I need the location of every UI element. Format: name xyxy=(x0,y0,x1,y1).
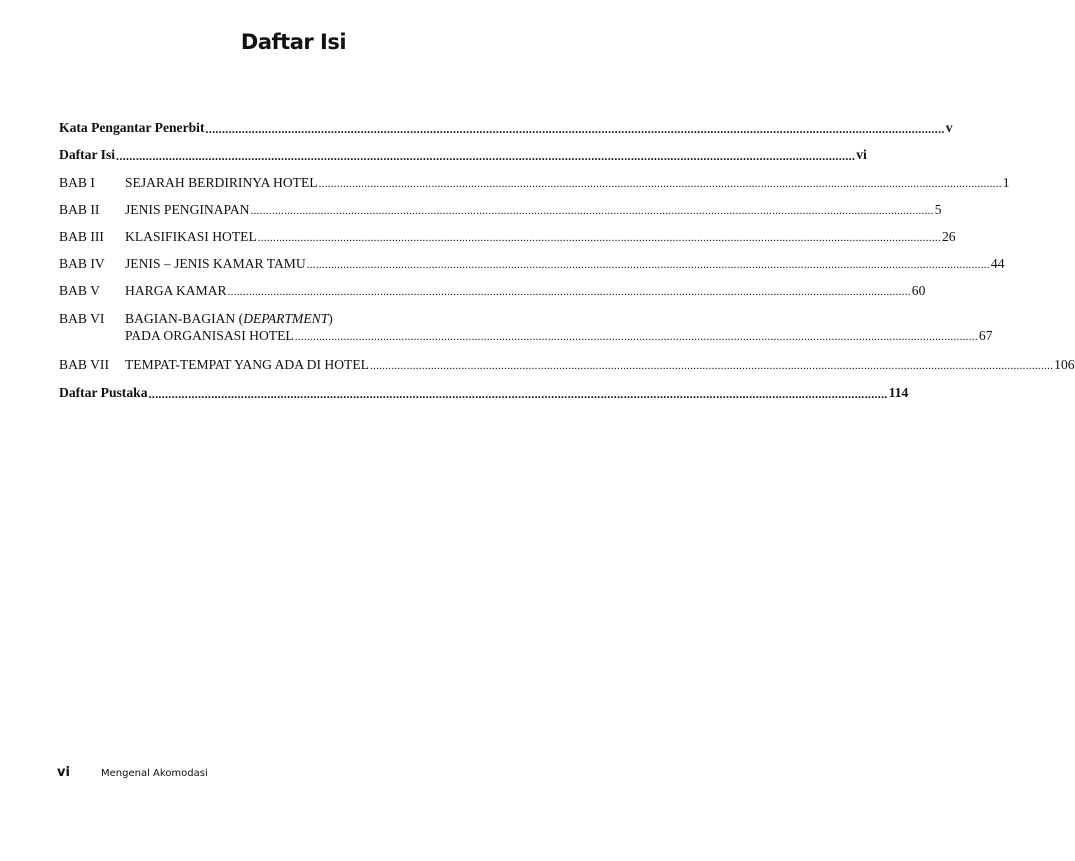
toc-entry-bab-7[interactable] xyxy=(59,356,1075,373)
dot-leader xyxy=(228,285,911,299)
dot-leader xyxy=(258,231,941,245)
chapter-page: 5 xyxy=(934,202,942,217)
toc-entry-daftar-pustaka[interactable] xyxy=(59,384,909,401)
dot-leader xyxy=(295,330,978,344)
dot-leader xyxy=(116,149,855,163)
chapter-code: BAB I xyxy=(59,175,95,190)
toc-entry-bab-1[interactable] xyxy=(59,174,1010,191)
dot-leader xyxy=(149,387,888,401)
dot-leader xyxy=(370,359,1053,373)
dot-leader xyxy=(319,177,1002,191)
chapter-page: 1 xyxy=(1002,175,1010,190)
toc-entry-bab-2[interactable] xyxy=(59,201,942,218)
chapter-page: 44 xyxy=(990,256,1005,271)
toc-entry-title: Daftar Pustaka xyxy=(59,385,148,400)
chapter-code: BAB IV xyxy=(59,256,105,271)
chapter-title-line-2 xyxy=(125,327,992,344)
chapter-page: 106 xyxy=(1054,357,1075,372)
dot-leader xyxy=(307,258,990,272)
toc-entry-bab-3[interactable] xyxy=(59,228,956,245)
chapter-title: KLASIFIKASI HOTEL xyxy=(125,229,257,244)
chapter-page: 26 xyxy=(941,229,956,244)
toc-entry-page: 114 xyxy=(888,385,909,400)
toc-entry-kata-pengantar[interactable] xyxy=(59,119,953,136)
chapter-title-italic: DEPARTMENT xyxy=(243,311,329,326)
footer-page-number: vi xyxy=(57,765,70,780)
dot-leader xyxy=(251,204,934,218)
chapter-code: BAB III xyxy=(59,229,104,244)
toc-entry-page: v xyxy=(945,120,953,135)
toc-entry-daftar-isi[interactable] xyxy=(59,146,867,163)
chapter-page: 67 xyxy=(978,328,993,343)
chapter-code: BAB VII xyxy=(59,357,109,372)
chapter-code: BAB V xyxy=(59,283,100,298)
chapter-title-line-1 xyxy=(125,310,992,327)
chapter-code: BAB VI xyxy=(59,311,105,326)
footer-book-title: Mengenal Akomodasi xyxy=(101,768,208,779)
toc-entry-title: Kata Pengantar Penerbit xyxy=(59,120,205,135)
toc-entry-bab-4[interactable] xyxy=(59,255,1005,272)
chapter-title: PADA ORGANISASI HOTEL xyxy=(125,328,294,343)
toc-entry-bab-6[interactable] xyxy=(59,310,993,344)
toc-entry-title: Daftar Isi xyxy=(59,147,116,162)
chapter-title: JENIS PENGINAPAN xyxy=(125,202,250,217)
chapter-code: BAB II xyxy=(59,202,100,217)
page-footer xyxy=(57,765,208,780)
dot-leader xyxy=(205,122,944,136)
chapter-title: HARGA KAMAR xyxy=(125,283,227,298)
toc-entry-bab-5[interactable] xyxy=(59,282,926,299)
chapter-title: TEMPAT-TEMPAT YANG ADA DI HOTEL xyxy=(125,357,369,372)
chapter-title-block xyxy=(125,310,992,344)
chapter-title-suffix: ) xyxy=(328,311,333,326)
page-title: Daftar Isi xyxy=(240,30,347,54)
chapter-title-prefix: BAGIAN-BAGIAN ( xyxy=(125,311,244,326)
chapter-title: SEJARAH BERDIRINYA HOTEL xyxy=(125,175,318,190)
toc-entry-page: vi xyxy=(856,147,867,162)
chapter-title: JENIS – JENIS KAMAR TAMU xyxy=(125,256,306,271)
chapter-page: 60 xyxy=(911,283,926,298)
